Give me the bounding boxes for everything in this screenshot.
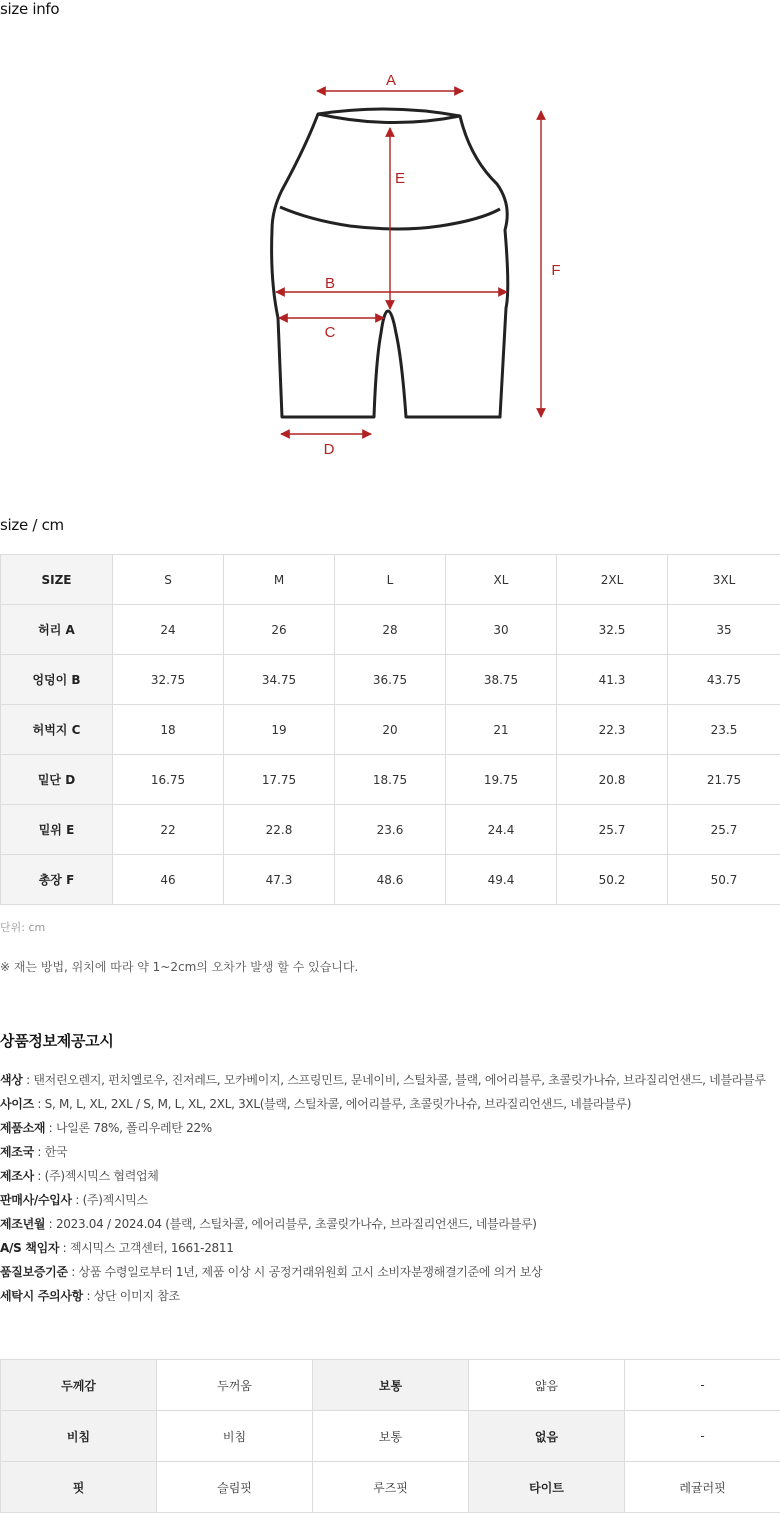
size-column-header: 2XL (557, 555, 668, 605)
size-value-cell: 34.75 (224, 655, 335, 705)
feel-table-row (1, 1360, 780, 1411)
feel-table-row (1, 1411, 780, 1462)
size-value-cell: 38.75 (446, 655, 557, 705)
dim-c-label: C (324, 324, 336, 341)
size-table-row (1, 855, 780, 905)
feel-option: - (625, 1411, 780, 1462)
feel-option: 루즈핏 (313, 1462, 469, 1513)
size-table-header-row (1, 555, 780, 605)
feel-option: 두꺼움 (157, 1360, 313, 1411)
size-value-cell: 24 (113, 605, 224, 655)
notice-item-key: 제조년월 (0, 1217, 46, 1231)
size-value-cell: 21 (446, 705, 557, 755)
notice-item-key: 세탁시 주의사항 (0, 1289, 83, 1303)
size-value-cell: 21.75 (668, 755, 780, 805)
feel-option: 레귤러핏 (625, 1462, 780, 1513)
feel-option: 슬림핏 (157, 1462, 313, 1513)
size-value-cell: 18 (113, 705, 224, 755)
size-table-row (1, 705, 780, 755)
notice-item-key: 판매사/수입사 (0, 1193, 72, 1207)
size-value-cell: 48.6 (335, 855, 446, 905)
feel-row-label: 비침 (1, 1411, 157, 1462)
size-value-cell: 32.5 (557, 605, 668, 655)
feel-table-row (1, 1462, 780, 1513)
size-table-row (1, 755, 780, 805)
size-column-header: SIZE (1, 555, 113, 605)
notice-item (0, 1260, 780, 1284)
size-value-cell: 19 (224, 705, 335, 755)
notice-item-key: 품질보증기준 (0, 1265, 68, 1279)
notice-item (0, 1068, 780, 1092)
size-column-header: L (335, 555, 446, 605)
shorts-size-diagram (0, 60, 780, 470)
size-column-header: XL (446, 555, 557, 605)
dim-b-label: B (324, 275, 336, 292)
notice-item (0, 1236, 780, 1260)
notice-item-key: 제조국 (0, 1145, 34, 1159)
notice-item-value: : 젝시믹스 고객센터, 1661-2811 (59, 1241, 234, 1255)
notice-item-value: : 상단 이미지 참조 (82, 1289, 180, 1303)
measurement-note: ※ 재는 방법, 위치에 따라 약 1~2cm의 오차가 발생 할 수 있습니다. (0, 960, 359, 974)
dim-f-label: F (551, 262, 561, 279)
size-cm-title: size / cm (0, 516, 64, 534)
notice-item-key: 제조사 (0, 1169, 34, 1183)
notice-item-value: : 한국 (33, 1145, 68, 1159)
notice-item-value: : (주)젝시믹스 협력업체 (33, 1169, 159, 1183)
size-table-row (1, 605, 780, 655)
notice-item-value: : 탠저린오렌지, 펀치옐로우, 진저레드, 모카베이지, 스프링민트, 문네이비, 스틸차콜, 블랙, 에어리블루, 초콜릿가나슈, 브라질리언샌드, 네블라블루 (22, 1073, 766, 1087)
size-value-cell: 25.7 (668, 805, 780, 855)
notice-item-key: 제품소재 (0, 1121, 46, 1135)
dim-a-label: A (385, 72, 397, 89)
size-table-row (1, 805, 780, 855)
notice-item-value: : S, M, L, XL, 2XL / S, M, L, XL, 2XL, 3XL(블랙, 스틸차콜, 에어리블루, 초콜릿가나슈, 브라질리언샌드, 네블라블루) (33, 1097, 632, 1111)
notice-item (0, 1164, 780, 1188)
notice-item (0, 1140, 780, 1164)
notice-item (0, 1092, 780, 1116)
size-value-cell: 25.7 (557, 805, 668, 855)
size-row-label: 총장 F (1, 855, 113, 905)
size-column-header: M (224, 555, 335, 605)
size-value-cell: 28 (335, 605, 446, 655)
size-table-row (1, 655, 780, 705)
size-info-title: size info (0, 0, 60, 18)
size-value-cell: 23.6 (335, 805, 446, 855)
notice-item-key: 사이즈 (0, 1097, 34, 1111)
size-table (0, 554, 780, 905)
size-value-cell: 22 (113, 805, 224, 855)
size-row-label: 허벅지 C (1, 705, 113, 755)
feel-option: 보통 (313, 1411, 469, 1462)
size-value-cell: 50.2 (557, 855, 668, 905)
notice-item-value: : 나일론 78%, 폴리우레탄 22% (45, 1121, 212, 1135)
dim-d-label: D (323, 441, 335, 458)
size-value-cell: 16.75 (113, 755, 224, 805)
size-value-cell: 19.75 (446, 755, 557, 805)
notice-item (0, 1116, 780, 1140)
notice-item-key: 색상 (0, 1073, 23, 1087)
product-notice-title: 상품정보제공고시 (0, 1032, 114, 1050)
feel-option-selected: 보통 (313, 1360, 469, 1411)
notice-item-value: : (주)젝시믹스 (71, 1193, 148, 1207)
size-row-label: 허리 A (1, 605, 113, 655)
feel-row-label: 핏 (1, 1462, 157, 1513)
size-value-cell: 32.75 (113, 655, 224, 705)
size-value-cell: 20 (335, 705, 446, 755)
size-value-cell: 22.3 (557, 705, 668, 755)
size-value-cell: 22.8 (224, 805, 335, 855)
size-row-label: 엉덩이 B (1, 655, 113, 705)
size-value-cell: 18.75 (335, 755, 446, 805)
feel-option: 비침 (157, 1411, 313, 1462)
feel-option: 얇음 (469, 1360, 625, 1411)
unit-note: 단위: cm (0, 921, 46, 934)
size-value-cell: 43.75 (668, 655, 780, 705)
size-value-cell: 35 (668, 605, 780, 655)
size-value-cell: 23.5 (668, 705, 780, 755)
size-value-cell: 26 (224, 605, 335, 655)
size-column-header: S (113, 555, 224, 605)
feel-option-selected: 타이트 (469, 1462, 625, 1513)
notice-item (0, 1284, 780, 1308)
size-value-cell: 49.4 (446, 855, 557, 905)
size-value-cell: 20.8 (557, 755, 668, 805)
notice-item (0, 1188, 780, 1212)
feel-option-selected: 없음 (469, 1411, 625, 1462)
size-value-cell: 46 (113, 855, 224, 905)
dim-e-label: E (394, 170, 406, 187)
notice-item-value: : 2023.04 / 2024.04 (블랙, 스틸차콜, 에어리블루, 초콜릿가나슈, 브라질리언샌드, 네블라블루) (45, 1217, 537, 1231)
size-column-header: 3XL (668, 555, 780, 605)
feel-option: - (625, 1360, 780, 1411)
notice-item (0, 1212, 780, 1236)
size-value-cell: 24.4 (446, 805, 557, 855)
notice-item-key: A/S 책임자 (0, 1241, 60, 1255)
size-row-label: 밑단 D (1, 755, 113, 805)
size-value-cell: 41.3 (557, 655, 668, 705)
size-row-label: 밑위 E (1, 805, 113, 855)
size-value-cell: 30 (446, 605, 557, 655)
product-notice-list (0, 1068, 780, 1308)
size-value-cell: 17.75 (224, 755, 335, 805)
size-value-cell: 47.3 (224, 855, 335, 905)
size-value-cell: 36.75 (335, 655, 446, 705)
fabric-feel-table (0, 1359, 780, 1513)
notice-item-value: : 상품 수령일로부터 1년, 제품 이상 시 공정거래위원회 고시 소비자분쟁해결기준에 의거 보상 (67, 1265, 543, 1279)
size-value-cell: 50.7 (668, 855, 780, 905)
feel-row-label: 두께감 (1, 1360, 157, 1411)
